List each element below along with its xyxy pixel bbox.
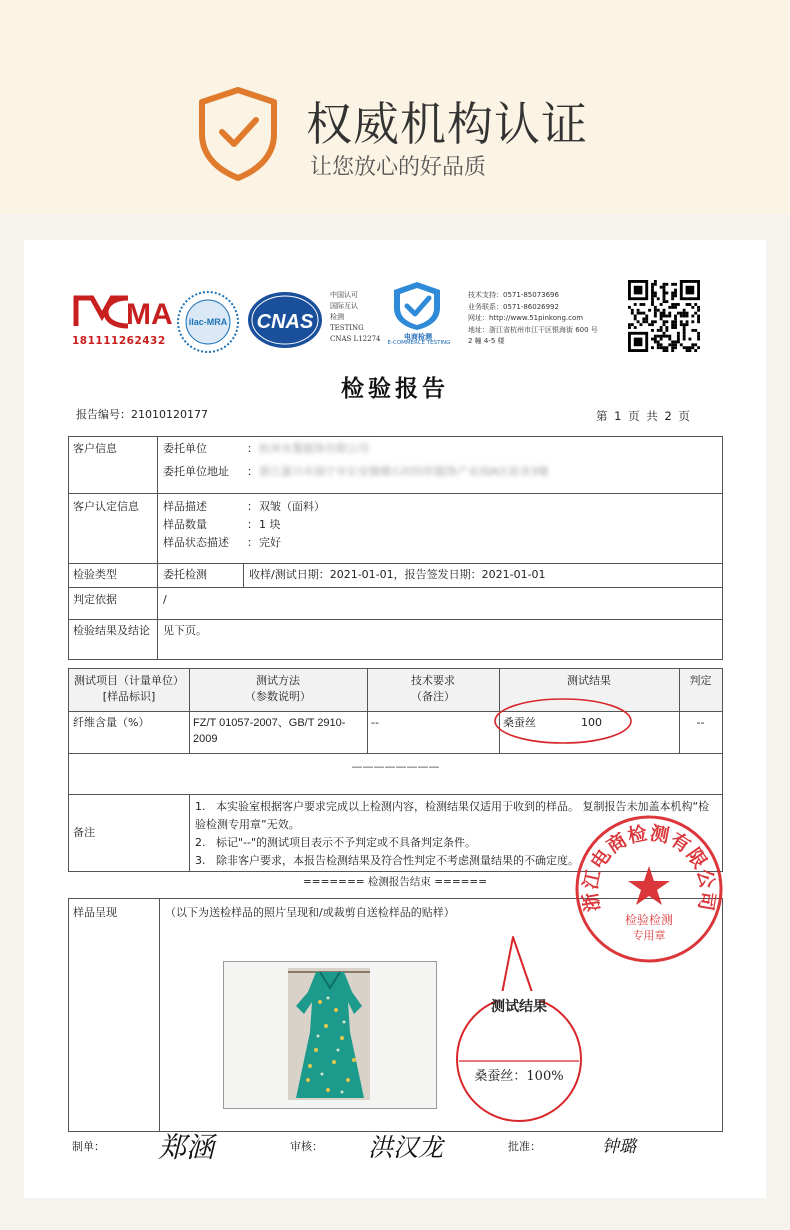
report-number	[76, 406, 208, 422]
reviewer-signature: 洪汉龙	[368, 1133, 444, 1162]
header-line: 测试项目（计量单位）	[74, 674, 184, 687]
contact-line: 地址：浙江省杭州市江干区银海街 600 号	[468, 325, 598, 334]
cert-line: TESTING	[330, 324, 364, 332]
header-line: （参数说明）	[245, 690, 311, 703]
bubble-value: 桑蚕丝：100%	[474, 1069, 564, 1084]
cert-line: CNAS L12274	[330, 335, 381, 343]
photo-label: 样品呈现	[73, 906, 117, 919]
desc-label: 样品描述	[163, 500, 207, 513]
state-value: 完好	[259, 536, 281, 549]
cma-number: 181111262432	[72, 335, 166, 347]
maker-label: 制单：	[72, 1140, 105, 1153]
qty-label: 样品数量	[163, 518, 207, 531]
address-label: 委托单位地址	[163, 465, 229, 478]
ec-label: 电商检测	[404, 333, 432, 341]
cnas-logo	[246, 290, 324, 350]
banner	[0, 0, 790, 214]
colon: ：	[247, 465, 258, 478]
reviewer-label: 审核：	[290, 1140, 323, 1153]
stamp-line2: 专用章	[632, 929, 666, 942]
qr-code-icon[interactable]	[628, 280, 700, 354]
contact-line: 技术支持：0571-85073696	[468, 291, 559, 299]
contact-line: 2 幢 4-5 楼	[468, 337, 505, 345]
row-judgement: --	[696, 716, 705, 729]
dates: 收样/测试日期：2021-01-01，报告签发日期：2021-01-01	[249, 568, 546, 581]
cert-line: 国际互认	[330, 302, 358, 310]
conclusion-value: 见下页。	[163, 624, 207, 637]
row-item: 纤维含量（%）	[73, 716, 150, 729]
page-info: 第 1 页 共 2 页	[596, 409, 690, 423]
header-line: （备注）	[411, 690, 455, 703]
basis-value: /	[163, 593, 167, 606]
qty-value: 1 块	[259, 518, 281, 531]
basis-label: 判定依据	[73, 593, 117, 606]
type-value: 委托检测	[163, 568, 207, 581]
colon: ：	[247, 500, 258, 513]
logo-row	[24, 240, 766, 370]
header-requirement	[367, 673, 499, 705]
header-result	[499, 673, 679, 689]
ilac-text: ilac-MRA	[188, 317, 228, 327]
note-item: 1. 本实验室根据客户要求完成以上检测内容，检测结果仅适用于收到的样品。 复制报告未加盖本机构“检验检测专用章”无效。	[195, 800, 710, 831]
notes-label: 备注	[73, 826, 95, 839]
approver-signature: 钟璐	[602, 1137, 636, 1157]
client-label: 客户信息	[73, 442, 117, 455]
report-number-value: 21010120177	[131, 408, 208, 421]
report-title: 检验报告	[341, 375, 449, 402]
header-judgement	[679, 673, 722, 689]
note-item: 3. 除非客户要求，本报告检测结果及符合性判定不考虑测量结果的不确定度。	[195, 854, 579, 867]
ecommerce-testing-shield-icon	[382, 280, 452, 332]
header-line: 技术要求	[411, 674, 455, 687]
colon: ：	[247, 518, 258, 531]
cma-logo	[72, 290, 173, 334]
contact-line: 业务联系：0571-86026992	[468, 302, 559, 311]
header-line: 测试结果	[567, 674, 611, 687]
conclusion-label: 检验结果及结论	[73, 624, 150, 637]
row-percent: 100	[581, 716, 602, 729]
report-number-label: 报告编号：	[76, 408, 131, 421]
sample-photo	[223, 961, 437, 1109]
photo-caption: （以下为送检样品的照片呈现和/或裁剪自送检样品的贴样）	[165, 906, 455, 919]
cma-text: MA	[126, 298, 173, 331]
divider-line: ————————	[351, 760, 440, 773]
address-value: 浙江嘉兴市海宁市长安镇楼石村纺织服饰产业园A区宿舍3楼	[259, 465, 549, 478]
header-line: 测试方法	[256, 674, 300, 687]
colon: ：	[247, 442, 258, 455]
cert-line: 中国认可	[330, 291, 358, 299]
header-line: [样品标识]	[102, 690, 156, 703]
contact-line: 网址：http://www.51pinkong.com	[468, 314, 584, 322]
header-item	[69, 673, 189, 705]
row-fiber: 桑蚕丝	[503, 716, 536, 729]
note-item: 2. 标记"--"的测试项目表示不予判定或不具备判定条件。	[195, 836, 477, 849]
ec-label-en: E-COMMERCE TESTING	[387, 340, 451, 346]
row-requirement: --	[371, 716, 379, 729]
ilac-mra-logo	[176, 290, 240, 354]
state-label: 样品状态描述	[163, 536, 229, 549]
row-method: FZ/T 01057-2007、GB/T 2910-2009	[193, 717, 346, 745]
colon: ：	[247, 536, 258, 549]
maker-signature: 郑涵	[158, 1131, 215, 1164]
cnas-text: CNAS	[256, 311, 314, 333]
header-method	[189, 673, 367, 705]
type-label: 检验类型	[73, 568, 117, 581]
bubble-title: 测试结果	[491, 999, 547, 1015]
stamp-star-icon	[628, 866, 670, 905]
stamp-line1: 检验检测	[624, 913, 674, 927]
result-bubble	[449, 929, 589, 1125]
header-line: 判定	[689, 674, 712, 687]
official-stamp	[572, 812, 726, 966]
approver-label: 批准：	[508, 1140, 541, 1153]
info-table	[68, 436, 723, 660]
unit-value: 杭州水墨服饰有限公司	[259, 442, 369, 455]
unit-label: 委托单位	[163, 442, 207, 455]
contact-info	[468, 290, 618, 348]
sample-label: 客户认定信息	[73, 500, 139, 513]
report-end-line: ======= 检测报告结束 ======	[302, 876, 488, 888]
shield-check-icon	[196, 86, 280, 182]
result-highlight-ellipse	[491, 695, 635, 747]
desc-value: 双皱（面料）	[259, 500, 325, 513]
banner-title: 权威机构认证	[306, 97, 588, 151]
dress-image	[224, 962, 436, 1108]
stamp-company: 浙江电商检测有限公司	[579, 822, 719, 914]
report-sheet	[24, 240, 766, 1198]
banner-subtitle: 让您放心的好品质	[310, 155, 487, 180]
cert-line: 检测	[330, 313, 344, 321]
cert-text	[330, 290, 380, 345]
